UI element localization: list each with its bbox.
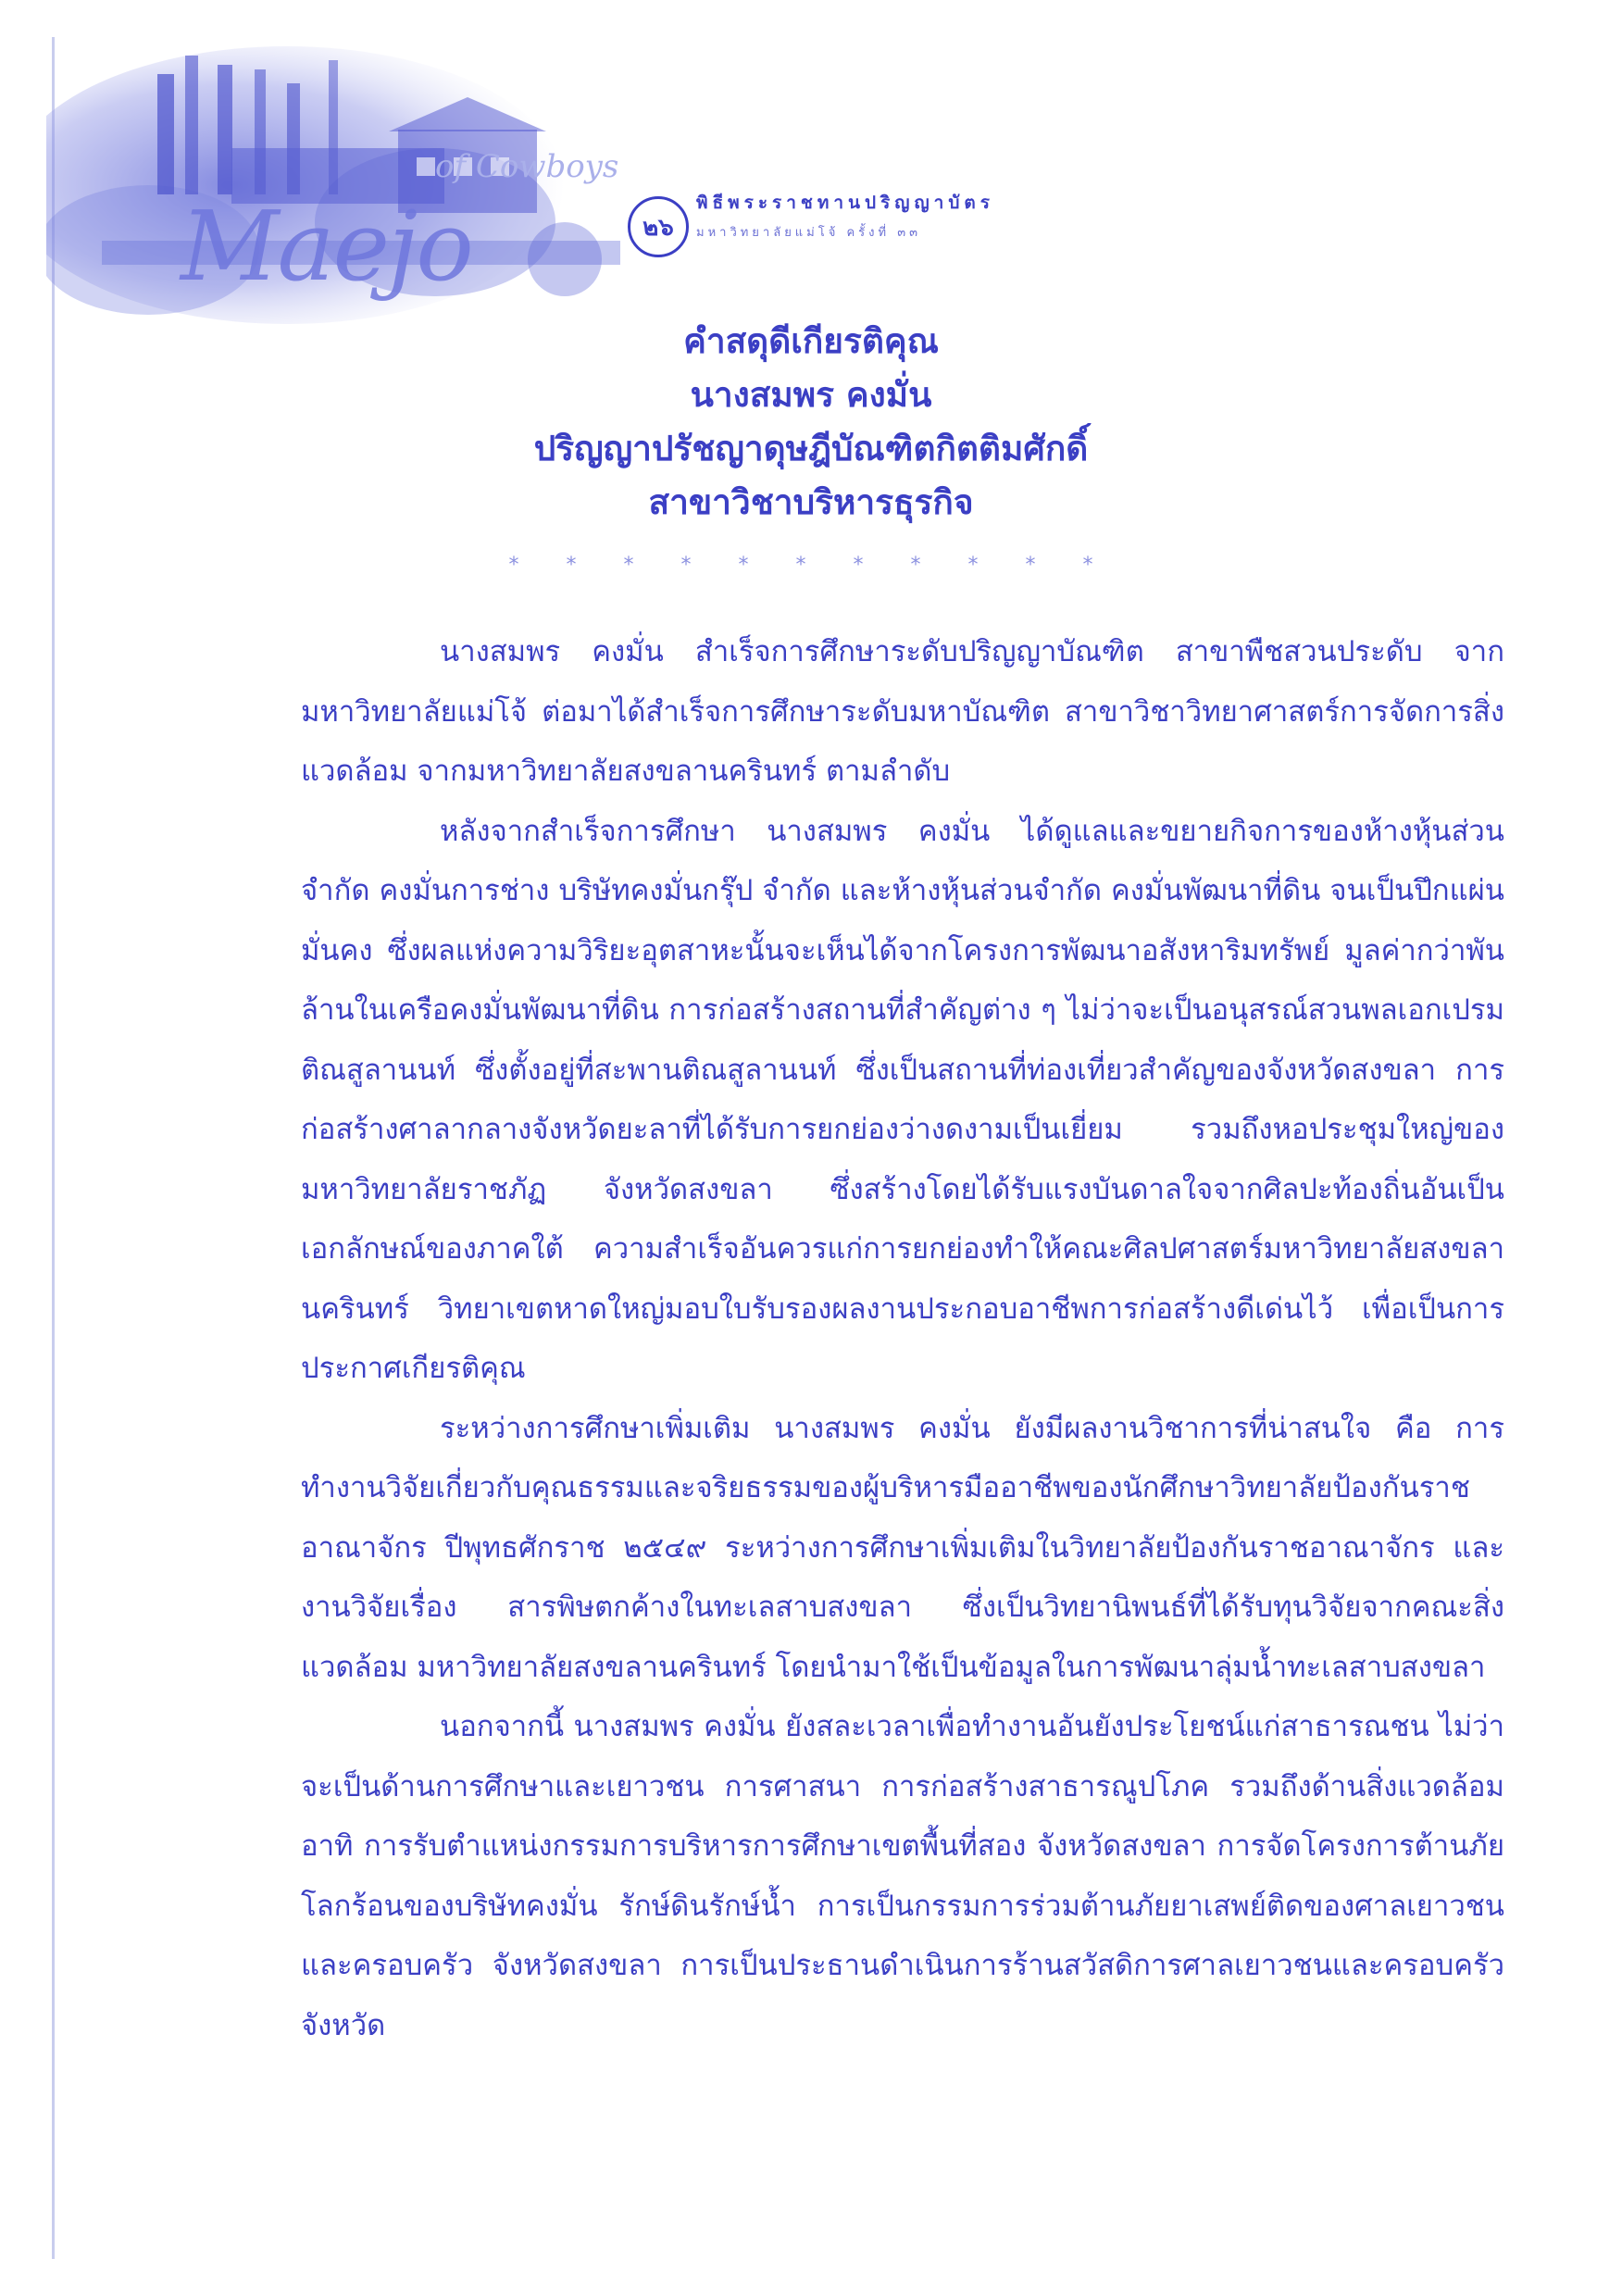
brand-wordmark: Maejo (181, 190, 472, 303)
separator: * * * * * * * * * * * (508, 554, 1114, 577)
document-title: คำสดุดีเกียรติคุณ (683, 321, 939, 361)
page-number-badge: ๒๖ (628, 196, 689, 257)
paragraph-1: นางสมพร คงมั่น สำเร็จการศึกษาระดับปริญญาบัณฑิต สาขาพืชสวนประดับ จากมหาวิทยาลัยแม่โจ้ ต่อมาได้สำเร็จการศึกษาระดับมหาบัณฑิต สาขาวิชาวิทยาศาสตร์การจัดการสิ่งแวดล้อม จากมหาวิทยาลัยสงขลานครินทร์ ตามลำดับ (301, 635, 1504, 788)
field-title: สาขาวิชาบริหารธุรกิจ (648, 482, 974, 522)
ceremony-subtitle: มหาวิทยาลัยแม่โจ้ ครั้งที่ ๓๓ (696, 226, 921, 240)
paragraph-3: ระหว่างการศึกษาเพิ่มเติม นางสมพร คงมั่น ยังมีผลงานวิชาการที่น่าสนใจ คือ การทำงานวิจัยเกี่ยวกับคุณธรรมและจริยธรรมของผู้บริหารมืออาชีพของนักศึกษาวิทยาลัยป้องกันราชอาณาจักร ปีพุทธศักราช ๒๕๔๙ ระหว่างการศึกษาเพิ่มเติมในวิทยาลัยป้องกันราชอาณาจักร และงานวิจัยเรื่อง สารพิษตกค้างในทะเลสาบสงขลา ซึ่งเป็นวิทยานิพนธ์ที่ได้รับทุนวิจัยจากคณะสิ่งแวดล้อม มหาวิทยาลัยสงขลานครินทร์ โดยนำมาใช้เป็นข้อมูลในการพัฒนาลุ่มน้ำทะเลสาบสงขลา (301, 1411, 1504, 1684)
paragraph-2: หลังจากสำเร็จการศึกษา นางสมพร คงมั่น ได้ดูแลและขยายกิจการของห้างหุ้นส่วนจำกัด คงมั่นการช่าง บริษัทคงมั่นกรุ๊ป จำกัด และห้างหุ้นส่วนจำกัด คงมั่นพัฒนาที่ดิน จนเป็นปึกแผ่นมั่นคง ซึ่งผลแห่งความวิริยะอุตสาหะนั้นจะเห็นได้จากโครงการพัฒนาอสังหาริมทรัพย์ มูลค่ากว่าพันล้านในเครือคงมั่นพัฒนาที่ดิน การก่อสร้างสถานที่สำคัญต่าง ๆ ไม่ว่าจะเป็นอนุสรณ์สวนพลเอกเปรม ติณสูลานนท์ ซึ่งตั้งอยู่ที่สะพานติณสูลานนท์ ซึ่งเป็นสถานที่ท่องเที่ยวสำคัญของจังหวัดสงขลา การก่อสร้างศาลากลางจังหวัดยะลาที่ได้รับการยกย่องว่างดงามเป็นเยี่ยม รวมถึงหอประชุมใหญ่ของมหาวิทยาลัยราชภัฏ จังหวัดสงขลา ซึ่งสร้างโดยได้รับแรงบันดาลใจจากศิลปะท้องถิ่นอันเป็นเอกลักษณ์ของภาคใต้ ความสำเร็จอันควรแก่การยกย่องทำให้คณะศิลปศาสตร์มหาวิทยาลัยสงขลานครินทร์ วิทยาเขตหาดใหญ่มอบใบรับรองผลงานประกอบอาชีพการก่อสร้างดีเด่นไว้ เพื่อเป็นการประกาศเกียรติคุณ (301, 814, 1504, 1385)
degree-title: ปริญญาปรัชญาดุษฎีบัณฑิตกิตติมศักดิ์ (533, 429, 1089, 468)
title-block (0, 315, 1622, 530)
citation-body (301, 622, 1504, 2055)
ceremony-title: พิธีพระราชทานปริญญาบัตร (696, 193, 994, 213)
brand-script: of Cowboys (435, 148, 619, 185)
honoree-name: นางสมพร คงมั่น (690, 375, 932, 415)
paragraph-4: นอกจากนี้ นางสมพร คงมั่น ยังสละเวลาเพื่อทำงานอันยังประโยชน์แก่สาธารณชน ไม่ว่าจะเป็นด้านการศึกษาและเยาวชน การศาสนา การก่อสร้างสาธารณูปโภค รวมถึงด้านสิ่งแวดล้อม อาทิ การรับตำแหน่งกรรมการบริหารการศึกษาเขตพื้นที่สอง จังหวัดสงขลา การจัดโครงการต้านภัยโลกร้อนของบริษัทคงมั่น รักษ์ดินรักษ์น้ำ การเป็นกรรมการร่วมต้านภัยยาเสพย์ติดของศาลเยาวชนและครอบครัว จังหวัดสงขลา การเป็นประธานดำเนินการร้านสวัสดิการศาลเยาวชนและครอบครัวจังหวัด (301, 1710, 1504, 2042)
